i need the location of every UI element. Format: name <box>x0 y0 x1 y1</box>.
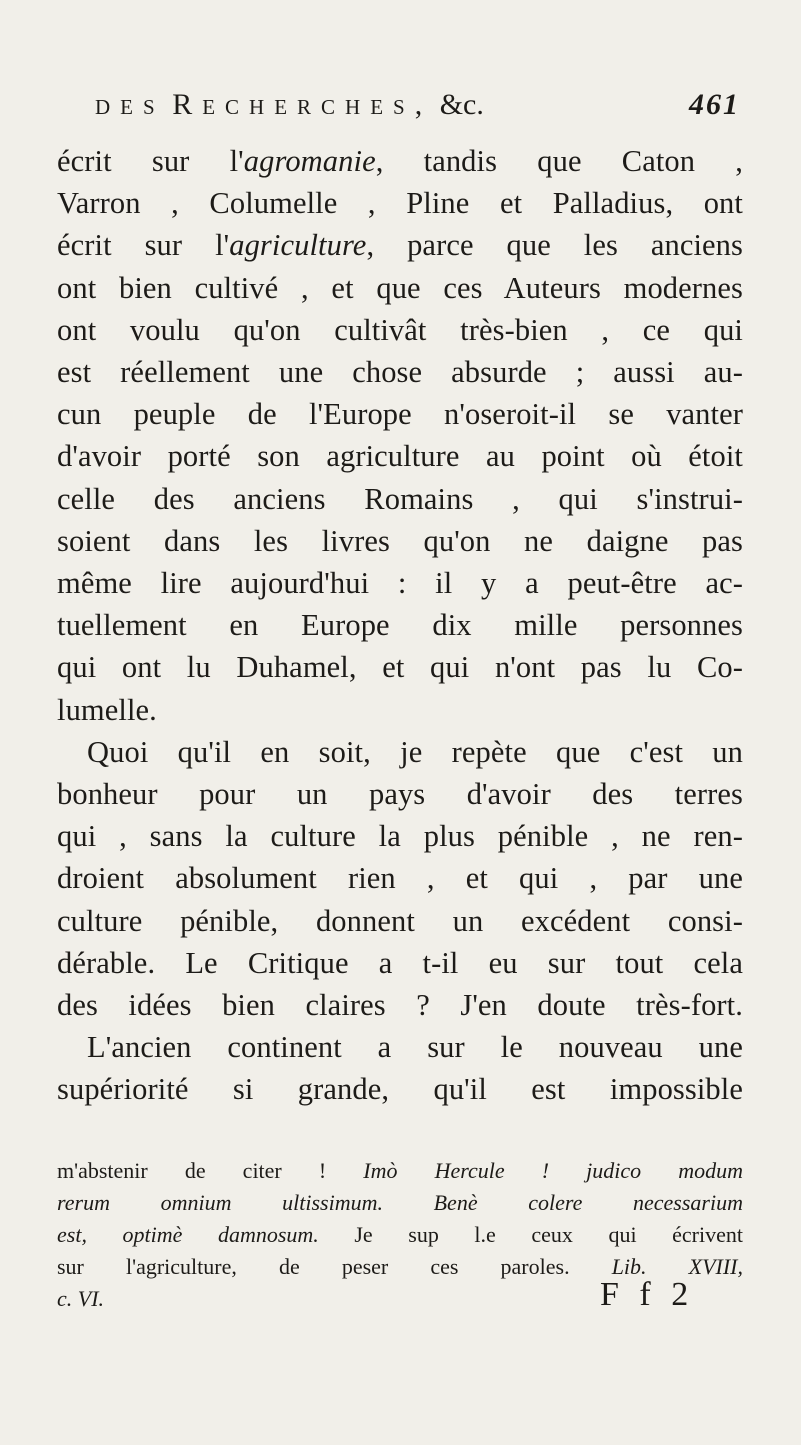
text-line: soient dans les livres qu'on ne daigne pas <box>57 523 743 558</box>
text-line: bonheur pour un pays d'avoir des terres <box>57 777 743 812</box>
paragraph-3 <box>57 1026 743 1110</box>
running-head-title: Recherches, <box>172 88 433 121</box>
latin-quote: est, optimè damnosum. <box>57 1222 319 1247</box>
text-line: est réellement une chose absurde ; aussi au- <box>57 355 743 390</box>
text-line: culture pénible, donnent un excédent consi- <box>57 903 743 938</box>
text-line: qui , sans la culture la plus pénible , ne ren- <box>57 819 743 854</box>
running-head <box>95 85 740 125</box>
signature-mark: F f 2 <box>600 1276 695 1313</box>
footnote-line <box>57 1219 743 1251</box>
text-line: dérable. Le Critique a t-il eu sur tout cela <box>57 945 743 980</box>
text-line: celle des anciens Romains , qui s'instrui- <box>57 481 743 516</box>
paragraph-2 <box>57 731 743 1026</box>
text-line: ont bien cultivé , et que ces Auteurs modernes <box>57 270 743 305</box>
footnote-line <box>57 1155 743 1187</box>
italic-term-agriculture: agriculture <box>229 228 367 263</box>
text-line: Quoi qu'il en soit, je repète que c'est un <box>87 734 743 769</box>
text-line: même lire aujourd'hui : il y a peut-être ac- <box>57 566 743 601</box>
text-run: , parce que les anciens <box>366 228 743 263</box>
text-run: Je sup l.e ceux qui écrivent <box>318 1222 743 1247</box>
latin-quote: Imò Hercule ! judico modum <box>363 1158 744 1183</box>
book-reference: Lib. XVIII, <box>611 1254 743 1279</box>
text-line: lumelle. <box>57 692 157 727</box>
text-line: tuellement en Europe dix mille personnes <box>57 608 743 643</box>
paragraph-1 <box>57 140 743 731</box>
text-line <box>57 140 743 182</box>
text-run: écrit sur l' <box>57 228 230 263</box>
running-head-etc: &c. <box>439 88 484 121</box>
text-line: L'ancien continent a sur le nouveau une <box>87 1030 743 1065</box>
chapter-reference: c. VI. <box>57 1286 105 1311</box>
text-run: , tandis que Caton , <box>375 144 744 178</box>
text-line: des idées bien claires ? J'en doute très-fort. <box>57 988 743 1023</box>
text-line <box>57 224 743 266</box>
footnote-line <box>57 1187 743 1219</box>
text-line: supériorité si grande, qu'il est impossible <box>57 1072 743 1107</box>
page-number: 461 <box>689 88 740 121</box>
text-line: cun peuple de l'Europe n'oseroit-il se vanter <box>57 397 743 432</box>
body-text <box>57 140 743 1111</box>
text-run: m'abstenir de citer ! <box>57 1158 364 1183</box>
latin-quote: rerum omnium ultissimum. Benè colere necessarium <box>57 1190 743 1215</box>
running-head-prefix: des <box>95 88 165 121</box>
text-line: droient absolument rien , et qui , par une <box>57 861 743 896</box>
italic-term-agromanie: agromanie <box>243 144 376 178</box>
text-run: sur l'agriculture, de peser ces paroles. <box>57 1254 612 1279</box>
text-run: écrit sur l' <box>57 144 244 178</box>
text-line: d'avoir porté son agriculture au point où étoit <box>57 439 743 474</box>
text-line: ont voulu qu'on cultivât très-bien , ce qui <box>57 312 743 347</box>
text-line: Varron , Columelle , Pline et Palladius, ont <box>57 186 743 221</box>
text-line: qui ont lu Duhamel, et qui n'ont pas lu Co- <box>57 650 743 685</box>
